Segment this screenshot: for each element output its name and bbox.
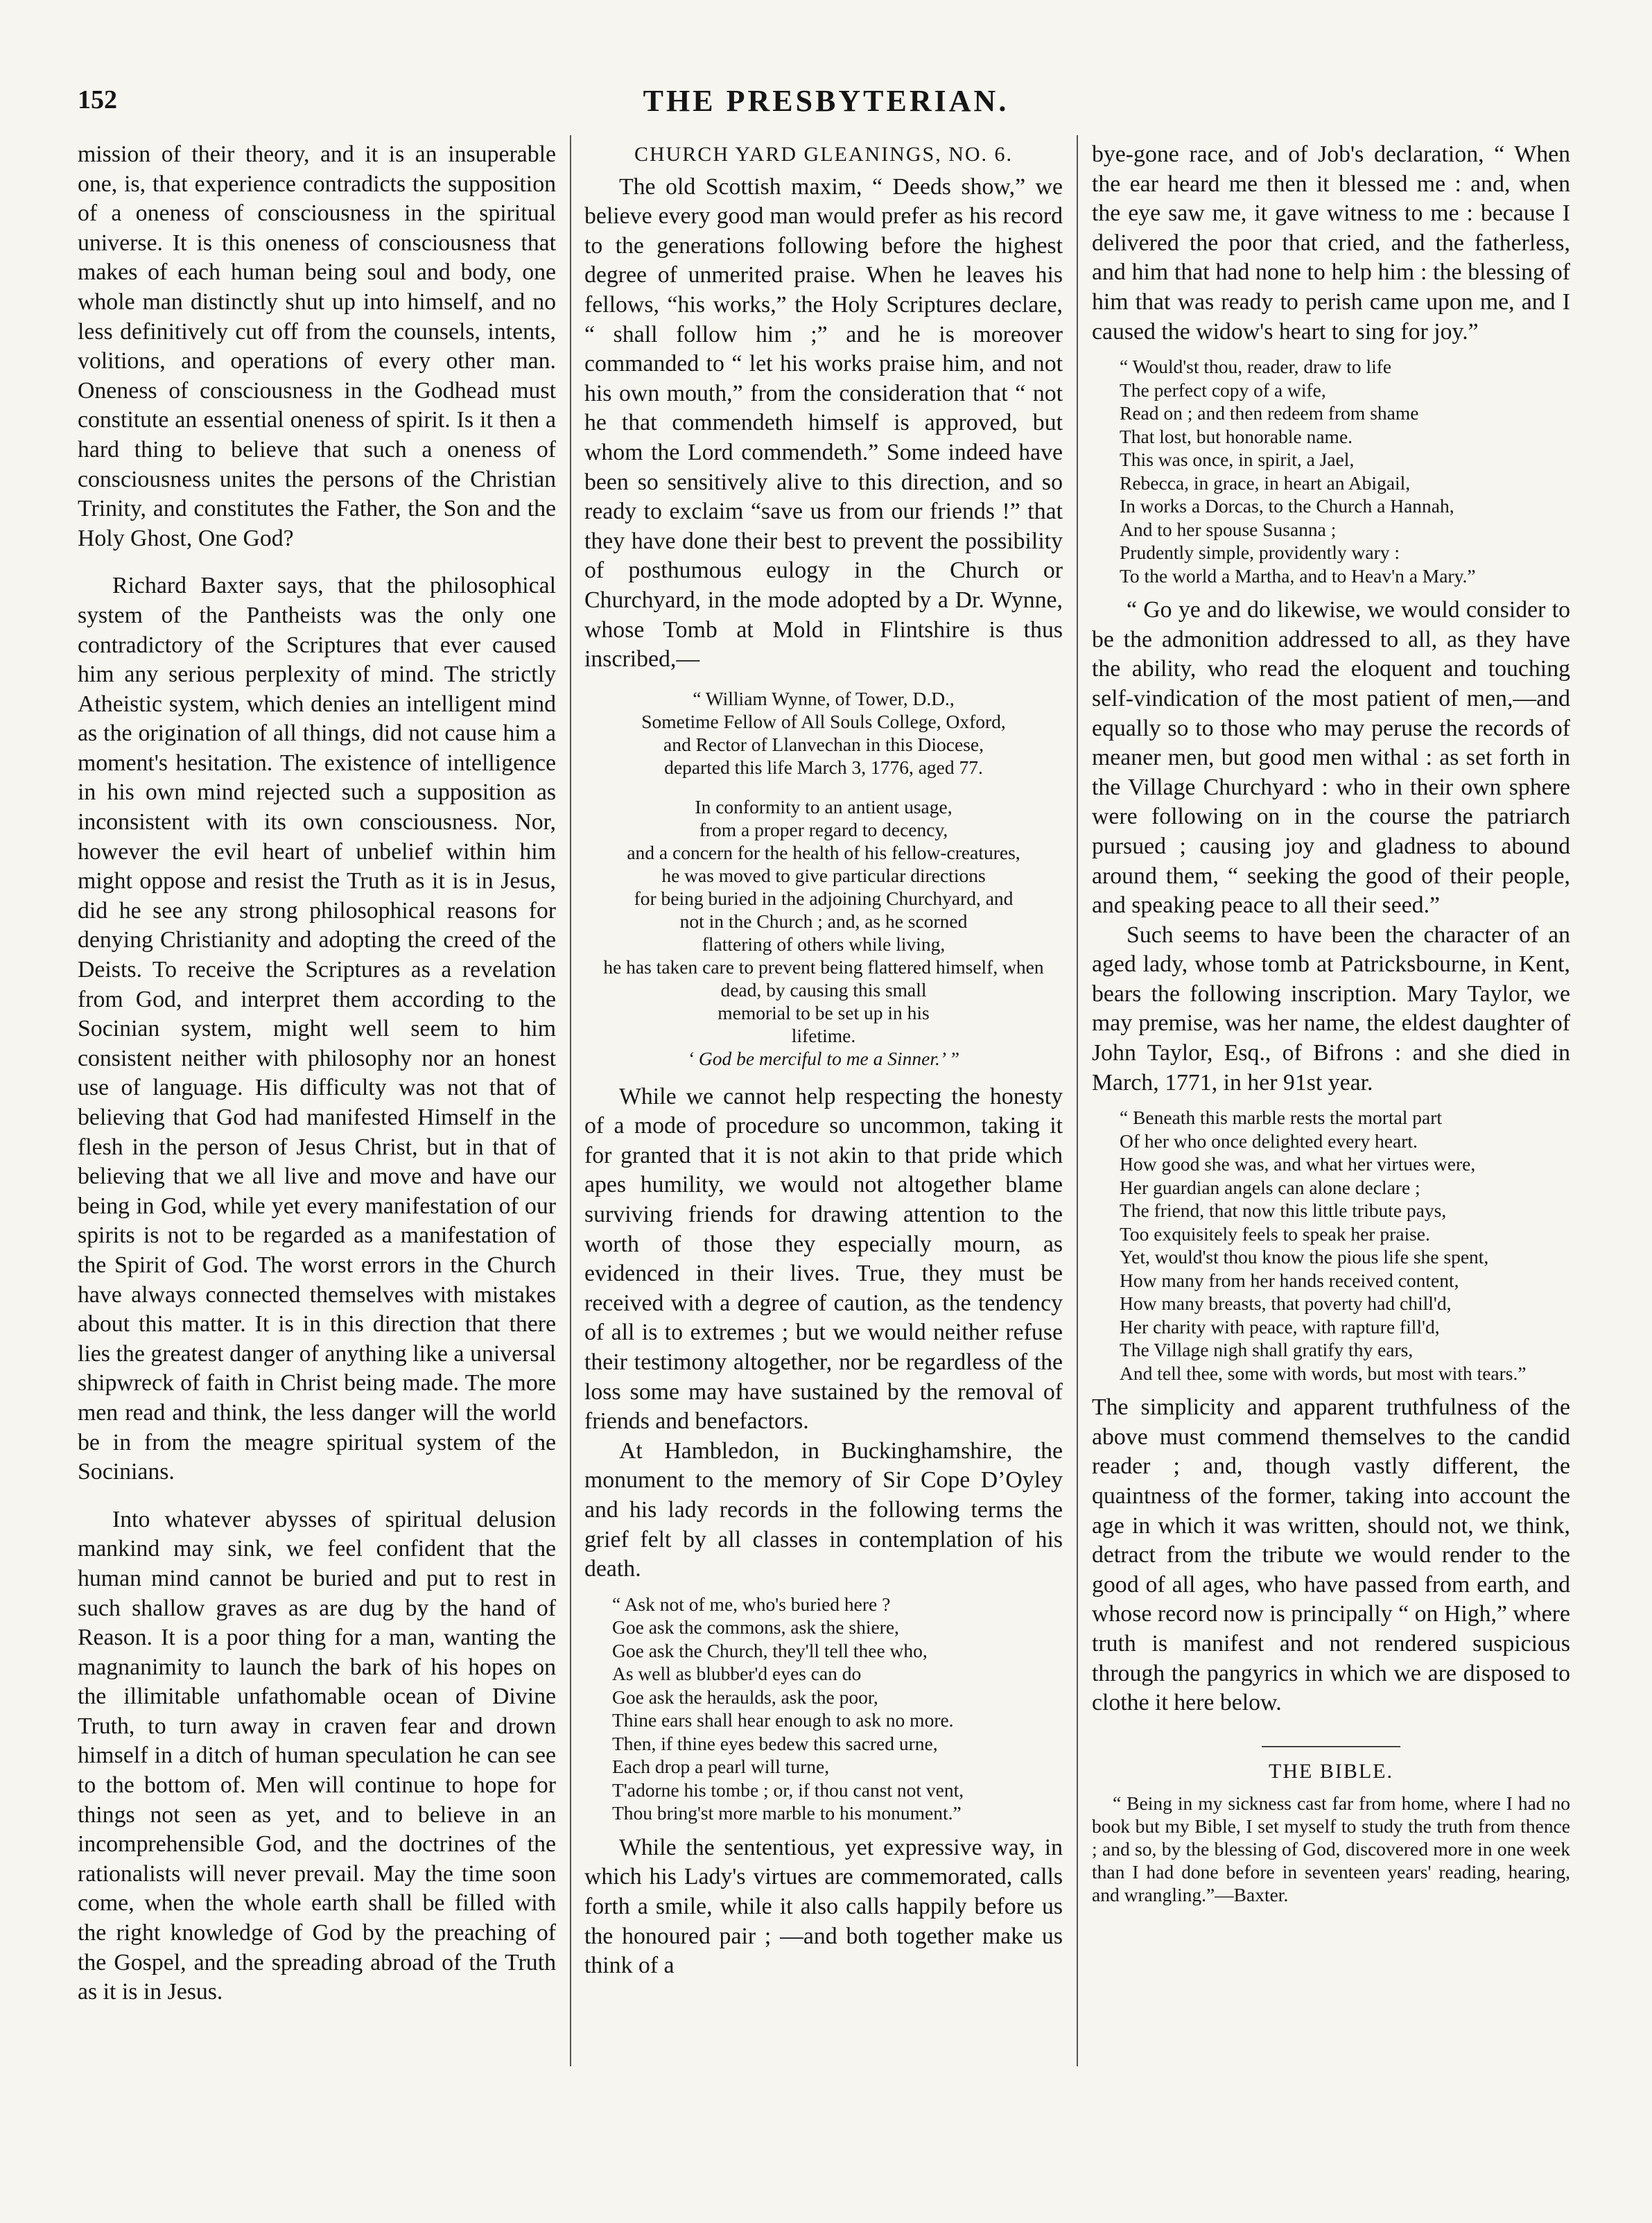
verse-line: Rebecca, in grace, in heart an Abigail,: [1120, 472, 1411, 494]
epitaph-line: flattering of others while living,: [702, 933, 946, 955]
verse-line: Thou bring'st more marble to his monument.”: [612, 1802, 962, 1824]
verse-line: And tell thee, some with words, but most with tears.”: [1120, 1362, 1527, 1384]
column-1: [78, 140, 556, 2007]
verse-line: How good she was, and what her virtues were,: [1120, 1153, 1476, 1175]
verse-line: The friend, that now this little tribute pays,: [1120, 1200, 1447, 1222]
verse-line: Each drop a pearl will turne,: [612, 1756, 830, 1778]
epitaph-line: he was moved to give particular directions: [661, 864, 986, 886]
verse-line: How many from her hands received content,: [1120, 1269, 1459, 1291]
epitaph-line: departed this life March 3, 1776, aged 77.: [664, 756, 983, 778]
verse-line: How many breasts, that poverty had chill'd,: [1120, 1292, 1452, 1315]
epitaph-line: In conformity to an antient usage,: [695, 795, 953, 818]
verse-line: In works a Dorcas, to the Church a Hannah,: [1120, 495, 1454, 517]
epitaph-line: lifetime.: [791, 1024, 856, 1046]
epitaph-line: ‘ God be merciful to me a Sinner.’ ”: [687, 1047, 960, 1069]
verse-line: Read on ; and then redeem from shame: [1120, 402, 1419, 424]
verse-mary-taylor: [1092, 1106, 1570, 1385]
verse-line: As well as blubber'd eyes can do: [612, 1663, 862, 1685]
epitaph-line: and Rector of Llanvechan in this Diocese,: [663, 733, 984, 755]
epitaph-line: from a proper regard to decency,: [699, 818, 948, 840]
verse-line: The Village nigh shall gratify thy ears,: [1120, 1339, 1414, 1361]
section-divider: [1262, 1746, 1400, 1747]
verse-line: “ Beneath this marble rests the mortal part: [1120, 1107, 1443, 1129]
verse-line: That lost, but honorable name.: [1120, 425, 1353, 447]
verse-line: Goe ask the heraulds, ask the poor,: [612, 1686, 878, 1708]
verse-wife: [1092, 355, 1570, 587]
column-3: [1092, 140, 1570, 1906]
verse-line: To the world a Martha, and to Heav'n a Mary.”: [1120, 564, 1476, 587]
column-2: [584, 140, 1063, 1981]
verse-line: “ Would'st thou, reader, draw to life: [1120, 356, 1392, 378]
verse-line: Thine ears shall hear enough to ask no more.: [612, 1709, 954, 1731]
journal-title: THE PRESBYTERIAN.: [643, 84, 1009, 118]
verse-line: The perfect copy of a wife,: [1120, 379, 1326, 401]
page-number: 152: [78, 85, 117, 114]
paragraph: While the sententious, yet expressive way, in which his Lady's virtues are commemorated, calls forth a smile, while it also calls happily before us the honoured pair ; —and both together make us think of a: [584, 1834, 1063, 1979]
epitaph-line: Sometime Fellow of All Souls College, Oxford,: [641, 710, 1006, 732]
epitaph-line: he has taken care to prevent being flattered himself, when dead, by causing this small: [603, 955, 1044, 1001]
verse-line: Her charity with peace, with rapture fill'd,: [1120, 1315, 1440, 1338]
verse-line: Goe ask the commons, ask the shiere,: [612, 1616, 899, 1638]
paragraph: While we cannot help respecting the honesty of a mode of procedure so uncommon, taking it for granted that it is not akin to that pride which apes humility, we would not altogether blame surviving friends for drawing attention to the worth of those they especially mourn, as evidenced in their lives. True, they must be received with a degree of caution, as the tendency of all is to extremes ; but we would neither refuse their testimony altogether, nor be regardless of the loss some may have sustained by the removal of friends and benefactors.: [584, 1083, 1063, 1435]
paragraph: The simplicity and apparent truthfulness of the above must commend themselves to the candid reader ; and, though vastly different, the quaintness of the former, taking into account the age in which it was written, should not, we think, detract from the tribute we would render to the good of all ages, who have passed from earth, and whose record now is principally “ on High,” where truth is manifest and not rendered suspicious through the pangyrics in which we are disposed to clothe it here below.: [1092, 1394, 1570, 1716]
paragraph: Such seems to have been the character of an aged lady, whose tomb at Patricksbourne, in Kent, bears the following inscription. Mary Taylor, we may premise, was her name, the eldest daughter of John Taylor, Esq., of Bifrons : and she died in March, 1771, in her 91st year.: [1092, 922, 1570, 1096]
verse-line: Goe ask the Church, they'll tell thee who,: [612, 1639, 928, 1661]
verse-line: Then, if thine eyes bedew this sacred urne,: [612, 1732, 938, 1754]
verse-line: Too exquisitely feels to speak her praise.: [1120, 1222, 1430, 1245]
article-heading: CHURCH YARD GLEANINGS, NO. 6.: [634, 143, 1014, 166]
paragraph: Into whatever abysses of spiritual delusion mankind may sink, we feel confident that the human mind cannot be buried and put to rest in such shallow graves as are dug by the hand of Reason. It is a poor thing for a man, wanting the magnanimity to launch the bark of his hopes on the illimitable unfathomable ocean of Divine Truth, to turn away in craven fear and drown himself in a ditch of human speculation he can see to the bottom of. Men will continue to hope for things not seen as yet, and to believe in an incomprehensible God, and the doctrines of the rationalists will never prevail. May the time soon come, when the whole earth shall be filled with the right knowledge of God by the preaching of the Gospel, and the spreading abroad of the Truth as it is in Jesus.: [78, 1506, 556, 2005]
column-divider: [1077, 135, 1078, 2066]
paragraph: “ Go ye and do likewise, we would consider to be the admonition addressed to all, as they have the ability, who read the eloquent and touching self-vindication of the most patient of men,—and equally so to those who may peruse the records of meaner men, but good men withal : as set forth in the Village Churchyard : who in their own sphere were following on in the course the patriarch pursued ; causing joy and gladness to abound around them, “ seeking the good of their people, and speaking peace to all their seed.”: [1092, 597, 1570, 919]
verse-line: And to her spouse Susanna ;: [1120, 518, 1337, 540]
epitaph-line: “ William Wynne, of Tower, D.D.,: [693, 687, 955, 709]
verse-line: “ Ask not of me, who's buried here ?: [612, 1593, 891, 1615]
paragraph: Richard Baxter says, that the philosophical system of the Pantheists was the only one contradictory of the Scriptures that ever caused him any serious perplexity of mind. The strictly Atheistic system, which denies an intelligent mind as the origination of all things, did not cause him a moment's hesitation. The existence of intelligence in his own mind rejected such a supposition as inconsistent with its own consciousness. Nor, however the evil heart of unbelief within him might oppose and resist the Truth as it is in Jesus, did he see any strong philosophical reasons for denying Christianity and adopting the creed of the Deists. To receive the Scriptures as a revelation from God, and interpret them according to the Socinian system, might well seem to him consistent neither with philosophy nor an honest use of language. His difficulty was not that of believing that God had manifested Himself in the flesh in the person of Jesus Christ, but in that of believing that we all live and move and have our being in God, while yet every manifestation of our spirits is not to be regarded as a manifestation of the Spirit of God. The worst errors in the Church have always connected themselves with mistakes about this matter. It is in this direction that there lies the greatest danger of anything like a universal shipwreck of faith in Christ being made. The more men read and think, the less danger will the world be in from the meagre spiritual system of the Socinians.: [78, 573, 556, 1485]
verse-line: Her guardian angels can alone declare ;: [1120, 1176, 1420, 1198]
verse-line: Yet, would'st thou know the pious life she spent,: [1120, 1246, 1489, 1268]
column-divider: [570, 135, 571, 2066]
verse-line: Of her who once delighted every heart.: [1120, 1130, 1418, 1152]
bible-quote: “ Being in my sickness cast far from home, where I had no book but my Bible, I set myself to study the truth from thence ; and so, by the blessing of God, discovered more in one week than I had done before in seventeen years' reading, hearing, and wrangling.”—Baxter.: [1092, 1792, 1570, 1906]
epitaph-line: and a concern for the health of his fellow-creatures,: [627, 841, 1020, 863]
epitaph-wynne: [584, 687, 1063, 1070]
paragraph: bye-gone race, and of Job's declaration, “ When the ear heard me then it blessed me : and, when the eye saw me, it gave witness to me : because I delivered the poor that cried, and the fatherless, and him that had none to help him : the blessing of him that was ready to perish came upon me, and I caused the widow's heart to sing for joy.”: [1092, 141, 1570, 345]
epitaph-line: memorial to be set up in his: [718, 1001, 930, 1023]
verse-line: Prudently simple, providently wary :: [1120, 542, 1400, 564]
paragraph: At Hambledon, in Buckinghamshire, the monument to the memory of Sir Cope D’Oyley and his lady records in the following terms the grief felt by all classes in contemplation of his death.: [584, 1437, 1063, 1582]
verse-line: T'adorne his tombe ; or, if thou canst not vent,: [612, 1779, 964, 1801]
paragraph: mission of their theory, and it is an insuperable one, is, that experience contradicts the supposition of a oneness of consciousness in the spiritual universe. It is this oneness of consciousness that makes of each human being soul and body, one whole man distinctly shut up into himself, and no less definitively cut off from the counsels, intents, volitions, and operations of every other man. Oneness of consciousness in the Godhead must constitute an essential oneness of spirit. Is it then a hard thing to believe that such a oneness of consciousness unites the persons of the Christian Trinity, and constitutes the Father, the Son and the Holy Ghost, One God?: [78, 141, 556, 551]
epitaph-line: for being buried in the adjoining Churchyard, and: [634, 887, 1014, 909]
verse-line: This was once, in spirit, a Jael,: [1120, 449, 1355, 471]
epitaph-line: not in the Church ; and, as he scorned: [679, 910, 968, 932]
paragraph: The old Scottish maxim, “ Deeds show,” we believe every good man would prefer as his record to the generations following before the highest degree of unmerited praise. When he leaves his fellows, “his works,” the Holy Scriptures declare, “ shall follow him ;” and he is moreover commanded to “ let his works praise him, and not his own mouth,” from the consideration that “ not he that commendeth himself is approved, but whom the Lord commendeth.” Some indeed have been so sensitively alive to this direction, and so ready to exclaim “save us from our friends !” that they have done their best to prevent the possibility of posthumous eulogy in the Church or Churchyard, in the mode adopted by a Dr. Wynne, whose Tomb at Mold in Flintshire is thus inscribed,—: [584, 173, 1063, 673]
section-heading: THE BIBLE.: [1269, 1759, 1393, 1783]
verse-hambledon: [584, 1593, 1063, 1825]
